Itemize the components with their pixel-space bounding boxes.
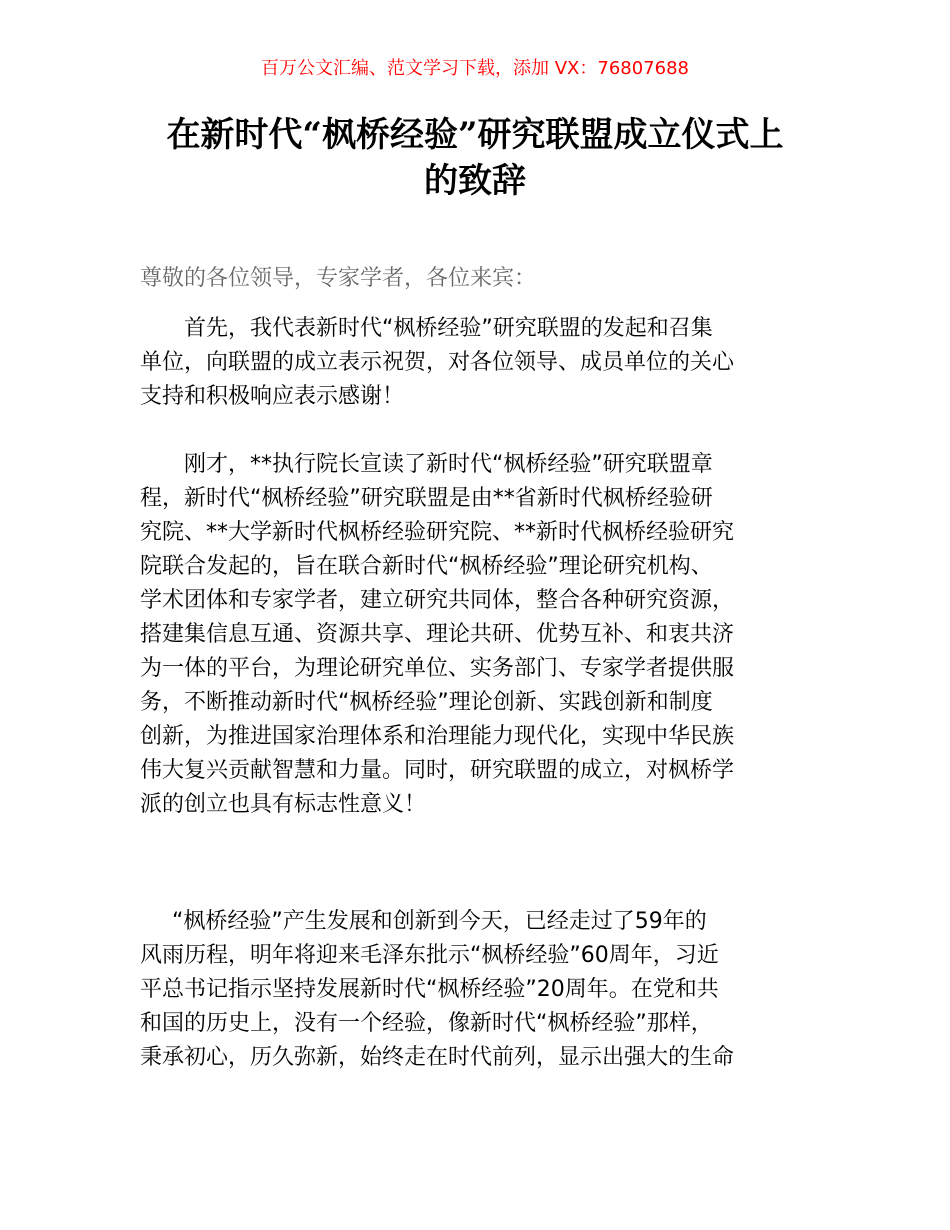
paragraph-line: 风雨历程，明年将迎来毛泽东批示“枫桥经验”60周年，习近	[140, 943, 719, 968]
paragraph-line: “枫桥经验”产生发展和创新到今天，已经走过了59年的	[172, 909, 707, 934]
paragraph-line: 单位，向联盟的成立表示祝贺，对各位领导、成员单位的关心	[140, 350, 735, 375]
paragraph-line: 派的创立也具有标志性意义！	[140, 792, 427, 817]
paragraph-line: 学术团体和专家学者，建立研究共同体，整合各种研究资源，	[140, 588, 735, 613]
paragraph-line: 支持和积极响应表示感谢！	[140, 384, 405, 409]
paragraph-line: 秉承初心，历久弥新，始终走在时代前列，显示出强大的生命	[140, 1045, 735, 1070]
paragraph-1	[140, 312, 820, 414]
paragraph-line: 首先，我代表新时代“枫桥经验”研究联盟的发起和召集	[184, 316, 713, 341]
paragraph-2	[140, 448, 820, 822]
paragraph-line: 刚才，**执行院长宣读了新时代“枫桥经验”研究联盟章	[184, 452, 713, 477]
paragraph-line: 搭建集信息互通、资源共享、理论共研、优势互补、和衷共济	[140, 622, 735, 647]
paragraph-line: 程，新时代“枫桥经验”研究联盟是由**省新时代枫桥经验研	[140, 486, 713, 511]
salutation: 尊敬的各位领导，专家学者，各位来宾：	[140, 266, 537, 291]
paragraph-line: 院联合发起的，旨在联合新时代“枫桥经验”理论研究机构、	[140, 554, 713, 579]
paragraph-line: 和国的历史上，没有一个经验，像新时代“枫桥经验”那样，	[140, 1011, 713, 1036]
paragraph-line: 为一体的平台，为理论研究单位、实务部门、专家学者提供服	[140, 656, 735, 681]
title-line: 的致辞	[424, 161, 526, 201]
paragraph-line: 伟大复兴贡献智慧和力量。同时，研究联盟的成立，对枫桥学	[140, 758, 735, 783]
title-line: 在新时代“枫桥经验”研究联盟成立仪式上	[166, 115, 784, 155]
paragraph-line: 平总书记指示坚持发展新时代“枫桥经验”20周年。在党和共	[140, 977, 719, 1002]
document-title	[140, 112, 810, 204]
paragraph-3	[140, 905, 820, 1075]
paragraph-line: 究院、**大学新时代枫桥经验研究院、**新时代枫桥经验研究	[140, 520, 735, 545]
watermark-banner: 百万公文汇编、范文学习下载，添加 VX：76807688	[261, 58, 689, 79]
paragraph-line: 务，不断推动新时代“枫桥经验”理论创新、实践创新和制度	[140, 690, 713, 715]
paragraph-line: 创新，为推进国家治理体系和治理能力现代化，实现中华民族	[140, 724, 735, 749]
